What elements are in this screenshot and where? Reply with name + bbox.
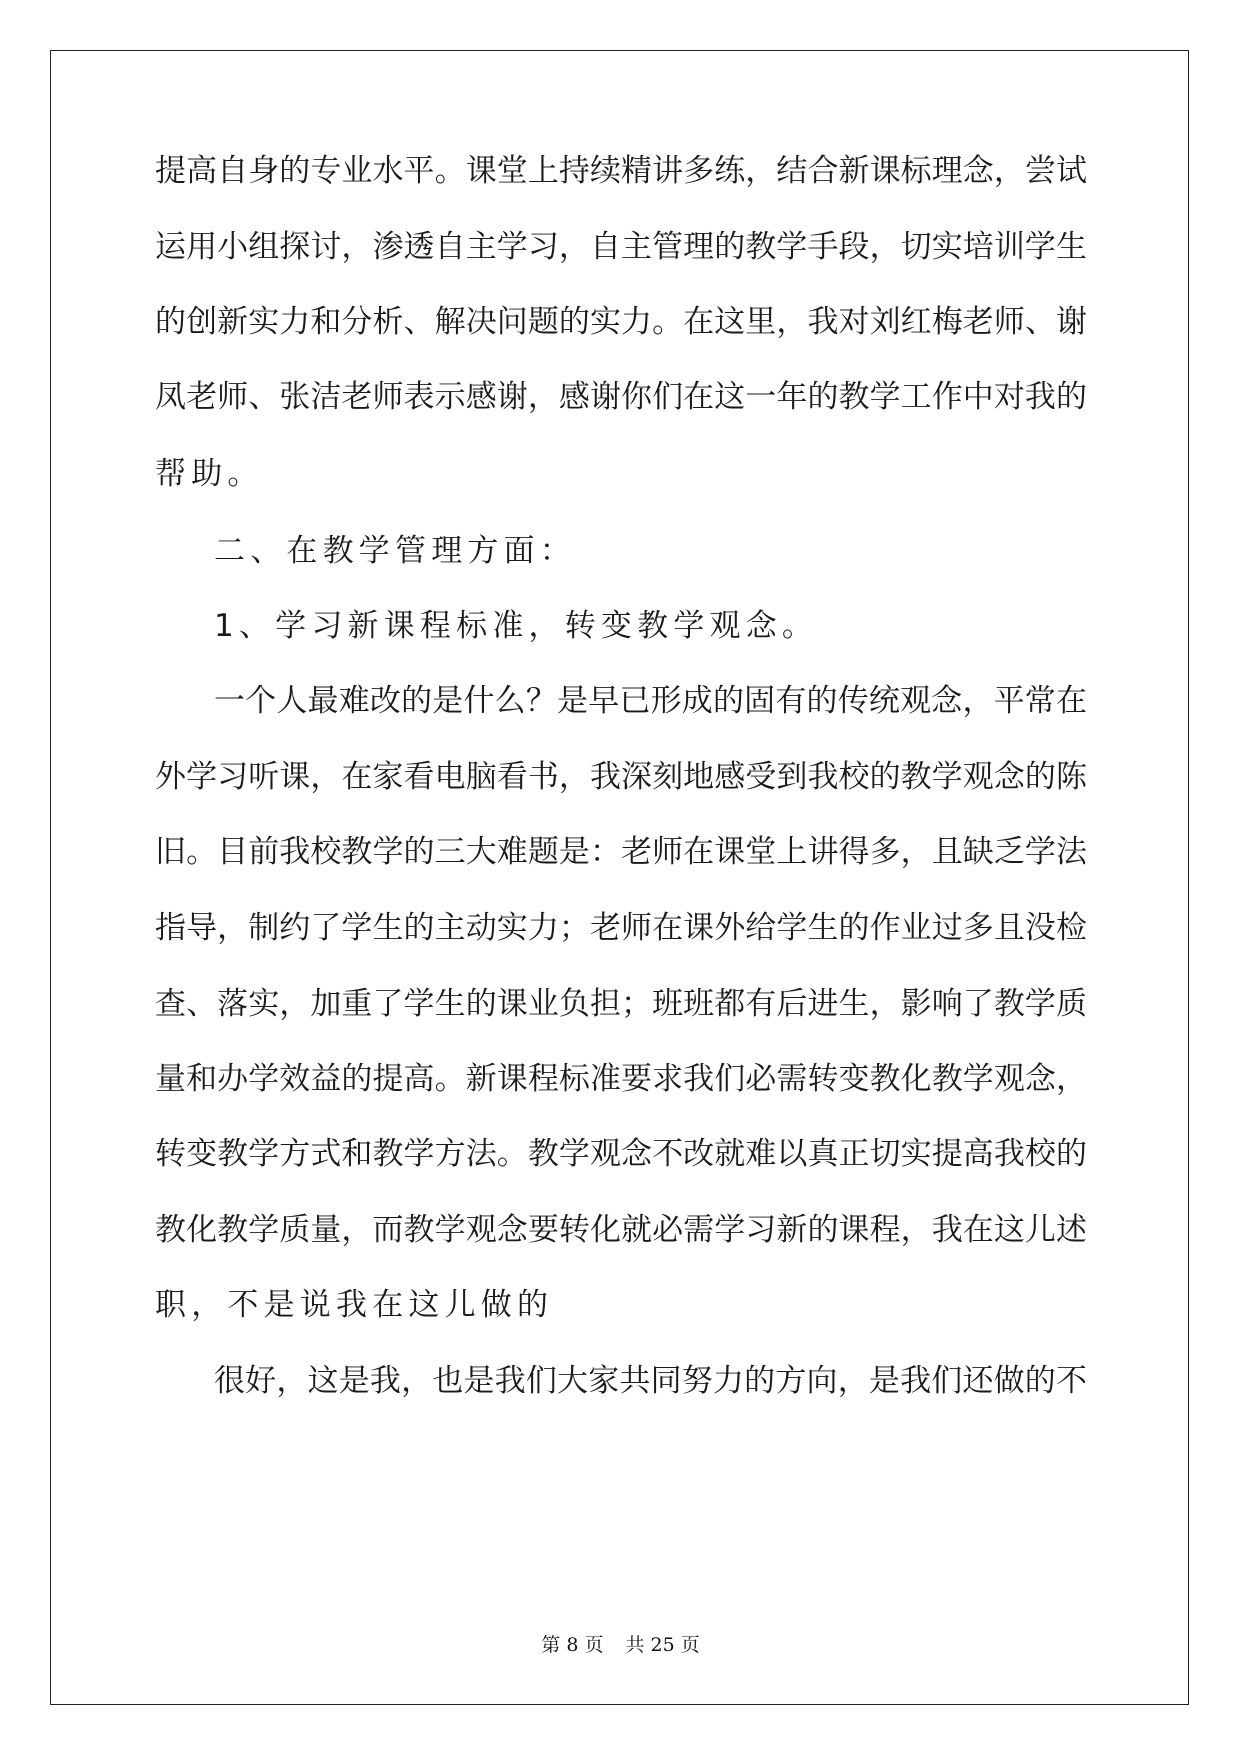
text-line: 转变教学方式和教学方法。教学观念不改就难以真正切实提高我校的 bbox=[155, 1136, 1087, 1172]
text-line: 旧。目前我校教学的三大难题是：老师在课堂上讲得多，且缺乏学法 bbox=[155, 834, 1087, 870]
text-line: 指导，制约了学生的主动实力；老师在课外给学生的作业过多且没检 bbox=[155, 910, 1087, 946]
text-line: 量和办学效益的提高。新课程标准要求我们必需转变教化教学观念， bbox=[155, 1061, 1087, 1097]
text-line: 提高自身的专业水平。课堂上持续精讲多练，结合新课标理念，尝试 bbox=[155, 153, 1087, 189]
section-heading: 二、在教学管理方面： bbox=[214, 533, 576, 569]
page-border bbox=[50, 50, 1189, 1705]
text-line: 查、落实，加重了学生的课业负担；班班都有后进生，影响了教学质 bbox=[155, 986, 1087, 1022]
text-line: 的创新实力和分析、解决问题的实力。在这里，我对刘红梅老师、谢 bbox=[155, 304, 1087, 340]
page-number: 第 8 页 bbox=[541, 1634, 604, 1656]
text-line: 外学习听课，在家看电脑看书，我深刻地感受到我校的教学观念的陈 bbox=[155, 759, 1087, 795]
text-line: 运用小组探讨，渗透自主学习，自主管理的教学手段，切实培训学生 bbox=[155, 229, 1087, 265]
text-line: 凤老师、张洁老师表示感谢，感谢你们在这一年的教学工作中对我的 bbox=[155, 379, 1087, 415]
text-line: 职，不是说我在这儿做的 bbox=[155, 1287, 554, 1323]
page-footer bbox=[0, 1633, 1241, 1657]
text-line: 帮助。 bbox=[155, 456, 264, 492]
text-line: 教化教学质量，而教学观念要转化就必需学习新的课程，我在这儿述 bbox=[155, 1212, 1087, 1248]
text-line: 一个人最难改的是什么？是早已形成的固有的传统观念，平常在 bbox=[214, 683, 1087, 719]
subsection-heading: 1、学习新课程标准，转变教学观念。 bbox=[214, 608, 819, 644]
page-total: 共 25 页 bbox=[625, 1634, 700, 1656]
text-line: 很好，这是我，也是我们大家共同努力的方向，是我们还做的不 bbox=[214, 1363, 1087, 1399]
